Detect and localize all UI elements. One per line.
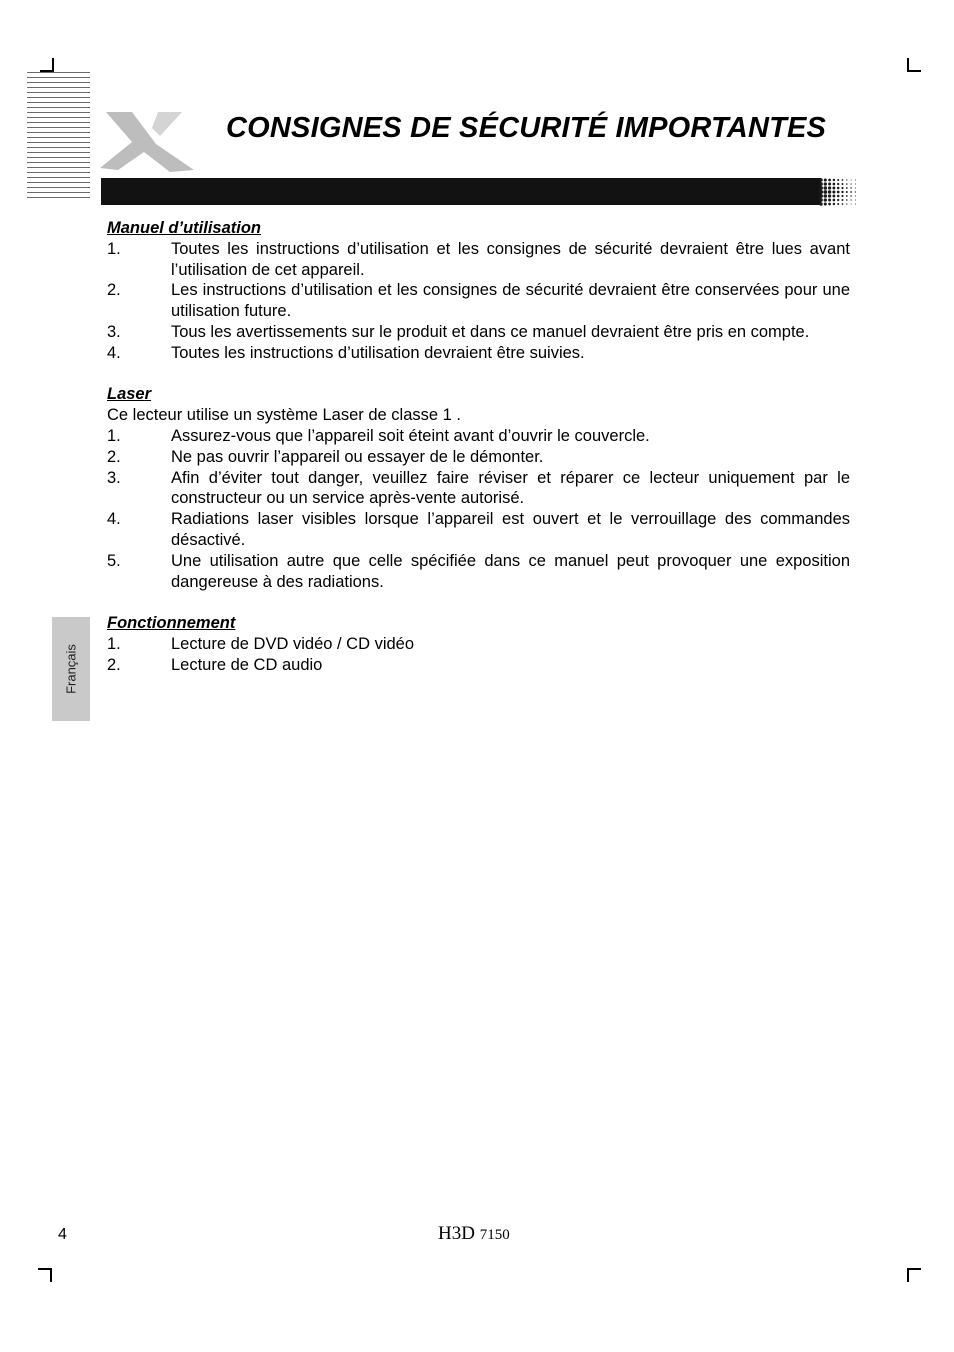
item-text: Tous les avertissements sur le produit et dans ce manuel devraient être pris en compte. [171,322,810,341]
item-text: Assurez-vous que l’appareil soit éteint avant d’ouvrir le couvercle. [171,426,650,445]
pattern-dot [828,183,831,186]
item-list [107,239,850,364]
section-heading: Laser [107,385,152,404]
list-item [107,634,850,655]
pattern-dot [828,194,831,197]
pattern-dot [855,195,856,196]
item-number: 5. [107,551,121,570]
pattern-dot [819,186,823,190]
item-number: 4. [107,343,121,362]
pattern-dot [828,199,831,202]
pattern-dot [841,187,843,189]
pattern-dot [819,178,822,181]
item-text: Les instructions d’utilisation et les consignes de sécurité devraient être conservées pour une utilisation future. [171,281,850,321]
item-text: Radiations laser visibles lorsque l’appareil est ouvert et le verrouillage des commandes désactivé. [171,510,850,549]
item-number: 2. [107,447,121,466]
pattern-dot [842,179,844,181]
item-number: 2. [107,281,121,300]
pattern-dot [851,180,852,181]
pattern-dot [837,187,840,190]
pattern-dot [846,195,848,197]
model-name-text: H3D [438,1223,475,1244]
pattern-dot [832,195,835,198]
list-item [107,447,850,468]
section-operation [107,613,850,675]
section-manual [107,218,850,364]
section-laser [107,384,850,592]
item-text: Toutes les instructions d’utilisation devraient être suivies. [171,343,585,362]
pattern-dot [824,202,827,205]
pattern-dot [833,183,836,186]
item-list [107,634,850,676]
pattern-dot [837,183,839,185]
document-body [107,218,850,696]
dot-pattern-decoration-icon [818,177,858,207]
language-label: Français [63,644,79,694]
pattern-dot [819,198,823,202]
item-number: 3. [107,468,121,487]
pattern-dot [846,187,848,189]
crop-mark-bottom-right [907,1268,921,1282]
list-item [107,239,850,281]
pattern-dot [855,204,856,205]
pattern-dot [855,200,856,201]
pattern-dot [841,191,843,193]
pattern-dot [819,194,823,198]
model-number: 7150 [479,1227,510,1243]
page-number: 4 [58,1226,67,1243]
pattern-dot [851,204,852,205]
list-item [107,322,850,343]
title-bar [101,178,821,205]
section-intro: Ce lecteur utilise un système Laser de classe 1 . [107,406,462,425]
item-text: Lecture de DVD vidéo / CD vidéo [171,634,415,653]
pattern-dot [855,180,856,181]
list-item [107,509,850,551]
list-item [107,551,850,593]
list-item [107,655,850,676]
pattern-dot [846,203,847,204]
pattern-dot [824,186,828,190]
pattern-dot [855,184,856,185]
item-number: 2. [107,655,121,674]
header-stripes-decoration [27,72,90,200]
pattern-dot [824,194,828,198]
section-heading: Fonctionnement [107,614,236,633]
pattern-dot [828,203,831,206]
pattern-dot [824,178,827,181]
pattern-dot [850,195,851,196]
pattern-dot [828,190,831,193]
pattern-dot [842,203,844,205]
item-text: Ne pas ouvrir l’appareil ou essayer de le démonter. [171,447,544,466]
pattern-dot [842,199,844,201]
pattern-dot [819,190,823,194]
item-number: 1. [107,634,121,653]
item-list [107,426,850,592]
item-number: 1. [107,239,121,258]
crop-mark-top-left [40,58,54,72]
item-text: Afin d’éviter tout danger, veuillez faire réviser et réparer ce lecteur uniquement par le constructeur ou un service après-vente autorisé. [171,468,850,508]
list-item [107,426,850,447]
pattern-dot [855,191,856,192]
pattern-dot [837,195,840,198]
pattern-dot [819,182,823,186]
pattern-dot [846,199,848,201]
pattern-dot [850,187,851,188]
item-number: 1. [107,426,121,445]
pattern-dot [837,179,839,181]
crop-mark-top-right [907,58,921,72]
list-item [107,343,850,364]
pattern-dot [855,187,856,188]
pattern-dot [828,179,831,182]
pattern-dot [833,203,835,205]
pattern-dot [842,183,844,185]
pattern-dot [819,202,822,205]
pattern-dot [824,198,827,201]
item-number: 4. [107,510,121,529]
item-text: Toutes les instructions d’utilisation et les consignes de sécurité devraient être lues avant l’utilisation de cet appareil. [171,239,850,279]
item-text: Lecture de CD audio [171,655,323,674]
brand-x-logo-icon [96,108,196,174]
list-item [107,280,850,322]
pattern-dot [837,191,840,194]
item-text: Une utilisation autre que celle spécifiée dans ce manuel peut provoquer une exposition dangereuse à des radiations. [171,551,850,591]
item-number: 3. [107,322,121,341]
pattern-dot [846,183,848,185]
pattern-dot [841,195,843,197]
pattern-dot [828,186,831,189]
language-side-tab [52,617,90,721]
pattern-dot [837,199,839,201]
pattern-dot [832,187,835,190]
pattern-dot [823,190,827,194]
pattern-dot [837,203,839,205]
pattern-dot [851,199,852,200]
pattern-dot [850,191,852,193]
page-title: CONSIGNES DE SÉCURITÉ IMPORTANTES [226,112,827,144]
pattern-dot [833,199,836,202]
section-heading: Manuel d’utilisation [107,219,262,237]
pattern-dot [846,179,847,180]
pattern-dot [833,179,835,181]
pattern-dot [851,183,852,184]
pattern-dot [824,182,827,185]
model-name [438,1223,510,1245]
pattern-dot [846,191,848,193]
list-item [107,468,850,510]
crop-mark-bottom-left [38,1268,52,1282]
pattern-dot [832,190,835,193]
